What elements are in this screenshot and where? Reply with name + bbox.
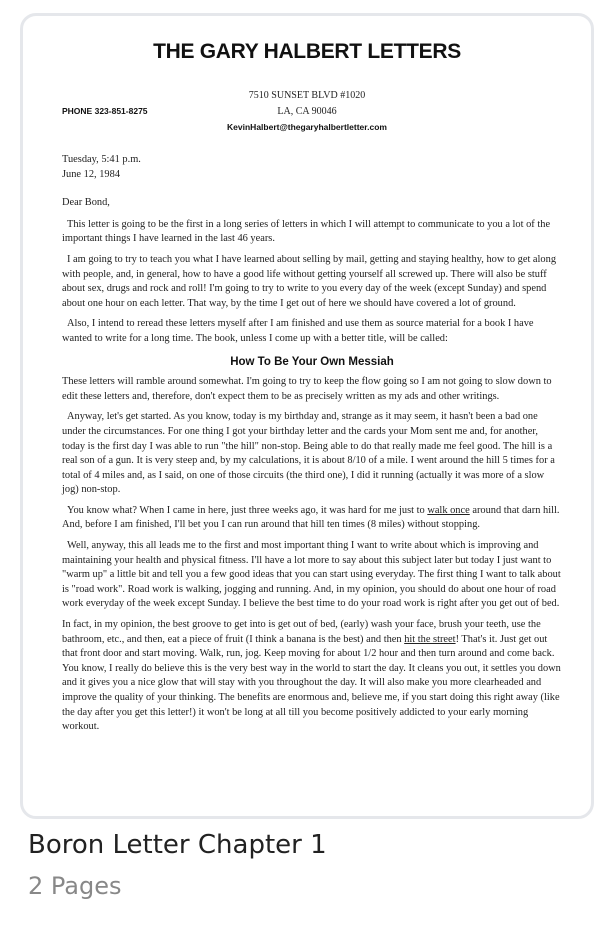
paragraph: This letter is going to be the first in a long series of letters in which I will attempt to communicate to you a lot of the important things I have learned in the last 46 years.	[62, 218, 551, 245]
email-address: KevinHalbert@thegaryhalbertletter.com	[227, 122, 387, 132]
underlined-text: walk once	[427, 504, 470, 516]
paragraph	[62, 504, 562, 533]
greeting: Dear Bond,	[62, 197, 110, 209]
text-run: You know what? When I came in here, just three weeks ago, it was hard for me just to	[67, 504, 428, 516]
address-line-1: 7510 SUNSET BLVD #1020	[248, 90, 366, 101]
underlined-text: hit the street	[404, 633, 456, 645]
paragraph: Also, I intend to reread these letters myself after I am finished and use them as source material for a book I have wanted to write for a long time. The book, unless I come up with a better title, will be called:	[62, 318, 534, 344]
section-heading: How To Be Your Own Messiah	[230, 355, 394, 368]
date: June 12, 1984	[62, 168, 121, 180]
paragraph	[62, 618, 562, 735]
phone-number: PHONE 323-851-8275	[62, 106, 148, 116]
text-run: ! That's it. Just get out that front door and start moving. Walk, run, jog. Keep moving for about 1/2 hour and then turn around and come back. You know, I really do believe this is the very best way in the world to start the day. It cleans you out, it settles you down and it gives you a nice glow that will stay with you throughout the day. It will also make you more clearheaded and improve the quality of your thinking. The benefits are enormous and, believe me, if you start doing this right away (like the day after you get this letter!) it won't be long at all till you become positively addicted to your early morning workout.	[62, 633, 561, 733]
letter-body	[62, 153, 562, 741]
text-run: In fact, in my opinion, the best groove to get into is get out of bed, (early) wash your face, brush your teeth, use the bathroom, etc., and then, eat a piece of fruit (I think a banana is the best) and then	[62, 619, 541, 645]
letter-title: THE GARY HALBERT LETTERS	[153, 40, 461, 63]
date-time: Tuesday, 5:41 p.m.	[62, 154, 141, 165]
paragraph: Anyway, let's get started. As you know, today is my birthday and, strange as it may seem, it hasn't been a bad one under the circumstances. For one thing I got your birthday letter and the cards your Mom sent me and, for another, today is the first day I was able to run "the hill" non-stop. Being able to do that really made me feel good. The hill is a real son of a gun. It is very steep and, by my calculations, it is about 8/10 of a mile. I went around the hill 5 times for a total of 4 miles and, as I said, on one of those circuits (the third one), I did it running (actually it was more of a slow jog) non-stop.	[62, 411, 555, 496]
address-line-2: LA, CA 90046	[277, 106, 337, 117]
paragraph: Well, anyway, this all leads me to the first and most important thing I want to write about which is improving and maintaining your health and physical fitness. I'll have a lot more to say about this subject later but today I just want to "warm up" a little bit and tell you a few good ideas that you can start using everyday. The first thing I want to talk about is "road work". Road work is walking, jogging and running. And, in my opinion, you should do about one hour of road work everyday of the week except Sunday. I believe the best time to do your road work is right after you get out of bed.	[62, 540, 561, 610]
page-count: 2 Pages	[28, 872, 122, 900]
paragraph: These letters will ramble around somewhat. I'm going to try to keep the flow going so I am not going to slow down to edit these letters and, therefore, don't expect them to be as precisely written as my ads and other writings.	[62, 376, 552, 402]
paragraph: I am going to try to teach you what I have learned about selling by mail, getting and staying healthy, how to get along with people, and, in general, how to have a good life without getting yourself all screwed up. There will also be stuff about sex, drugs and rock and roll! I'm going to try to write to you every day of the week (except Sunday) and spend about one hour on each letter. That way, by the time I get out of here we should have covered a lot of ground.	[62, 253, 557, 309]
document-preview-card[interactable]	[20, 13, 594, 819]
text-run: around that darn hill. And, before I am finished, I'll bet you I can run around that hill ten times (8 miles) without stopping.	[62, 504, 560, 531]
document-title[interactable]: Boron Letter Chapter 1	[28, 830, 327, 860]
